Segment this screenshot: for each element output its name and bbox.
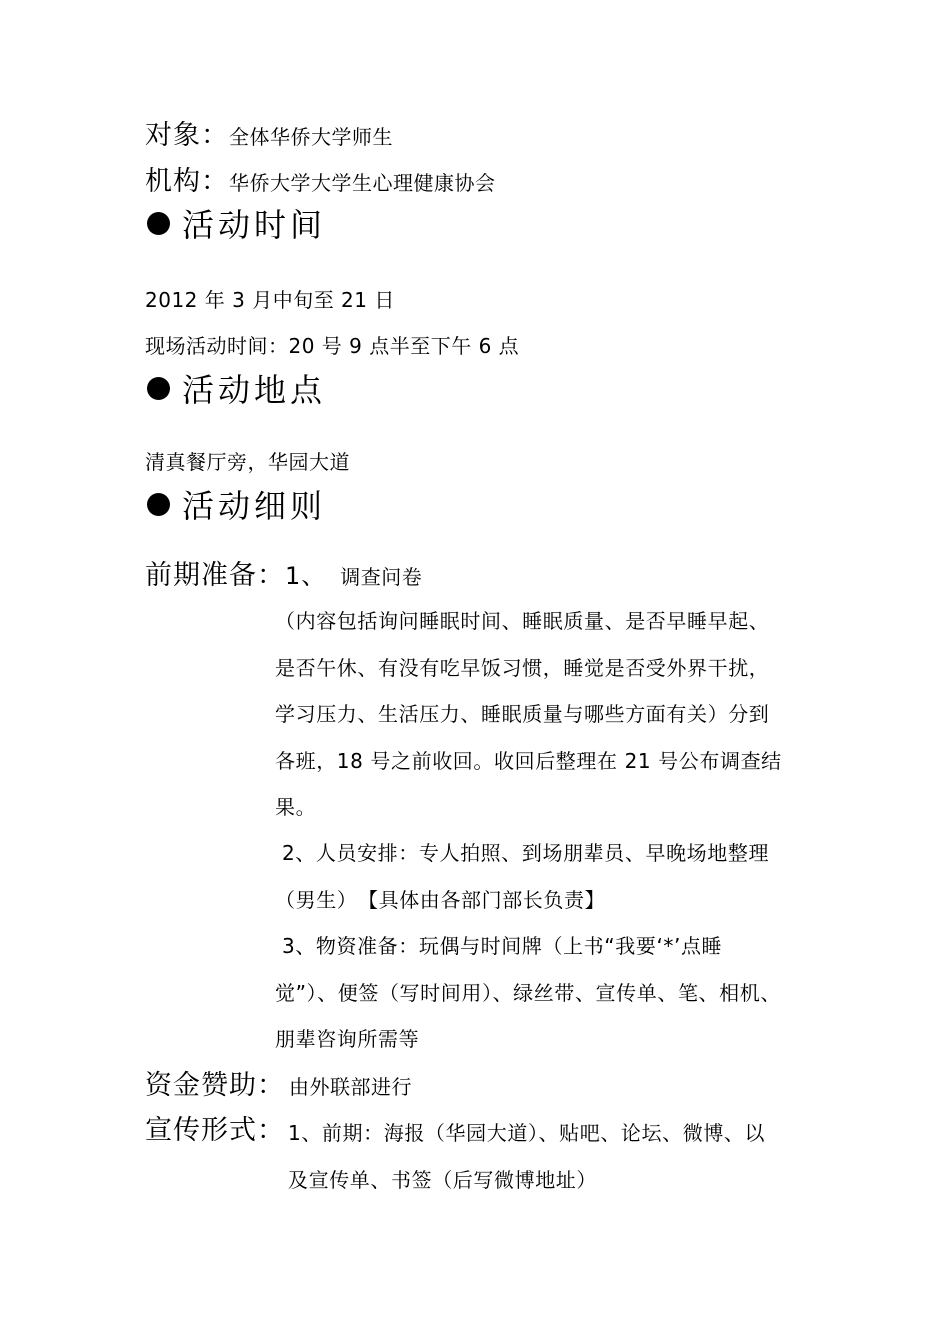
place-line-1: 清真餐厅旁，华园大道 bbox=[145, 450, 350, 474]
organization-label: 机构： bbox=[145, 166, 229, 197]
organization-value: 华侨大学大学生心理健康协会 bbox=[229, 171, 496, 195]
target-value: 全体华侨大学师生 bbox=[229, 125, 393, 149]
section-heading-place bbox=[147, 365, 326, 411]
target-row bbox=[145, 113, 393, 152]
detail-line: 及宣传单、书签（后写微博地址） bbox=[288, 1167, 597, 1192]
time-line-1: 2012 年 3 月中旬至 21 日 bbox=[145, 288, 395, 312]
funding-value: 由外联部进行 bbox=[289, 1075, 412, 1099]
publicity-row bbox=[145, 1108, 285, 1147]
detail-line: 果。 bbox=[275, 795, 317, 819]
preparation-row bbox=[145, 553, 422, 592]
bullet-icon bbox=[147, 212, 170, 235]
publicity-detail bbox=[288, 1110, 823, 1203]
time-line-2: 现场活动时间：20 号 9 点半至下午 6 点 bbox=[145, 334, 520, 358]
section-heading-place-text: 活动地点 bbox=[182, 371, 327, 409]
detail-line: 2、人员安排：专人拍照、到场朋辈员、早晚场地整理 bbox=[275, 841, 770, 865]
target-label: 对象： bbox=[145, 120, 229, 151]
bullet-icon bbox=[147, 377, 170, 400]
detail-line: （内容包括询问睡眠时间、睡眠质量、是否早睡早起、 bbox=[275, 609, 770, 633]
detail-line: 是否午休、有没有吃早饭习惯，睡觉是否受外界干扰， bbox=[275, 655, 770, 680]
detail-line: 各班，18 号之前收回。收回后整理在 21 号公布调查结 bbox=[275, 748, 782, 773]
section-heading-time-text: 活动时间 bbox=[182, 206, 327, 244]
bullet-icon bbox=[147, 493, 170, 516]
detail-line: （男生） 【具体由各部门部长负责】 bbox=[275, 887, 606, 912]
detail-line: 学习压力、生活压力、睡眠质量与哪些方面有关）分到 bbox=[275, 702, 770, 726]
preparation-item2-detail bbox=[275, 830, 820, 923]
funding-row bbox=[145, 1063, 412, 1102]
detail-line: 3、物资准备：玩偶与时间牌（上书“我要‘*’点睡 bbox=[275, 934, 723, 958]
preparation-item1-number: 1、 bbox=[285, 562, 327, 590]
preparation-item1-title: 调查问卷 bbox=[340, 565, 423, 589]
detail-line: 1、前期：海报（华园大道）、贴吧、论坛、微博、以 bbox=[288, 1121, 766, 1145]
section-heading-rules bbox=[147, 481, 326, 527]
publicity-label: 宣传形式： bbox=[145, 1115, 285, 1146]
organization-row bbox=[145, 159, 496, 198]
funding-label: 资金赞助： bbox=[145, 1070, 285, 1101]
preparation-item3-detail bbox=[275, 923, 820, 1063]
detail-line: 觉”）、便签（写时间用）、绿丝带、宣传单、笔、相机、 bbox=[275, 980, 781, 1005]
section-heading-time bbox=[147, 200, 326, 246]
preparation-item1-detail bbox=[275, 598, 820, 831]
detail-line: 朋辈咨询所需等 bbox=[275, 1027, 420, 1051]
preparation-label: 前期准备： bbox=[145, 560, 285, 591]
section-heading-rules-text: 活动细则 bbox=[182, 487, 327, 525]
